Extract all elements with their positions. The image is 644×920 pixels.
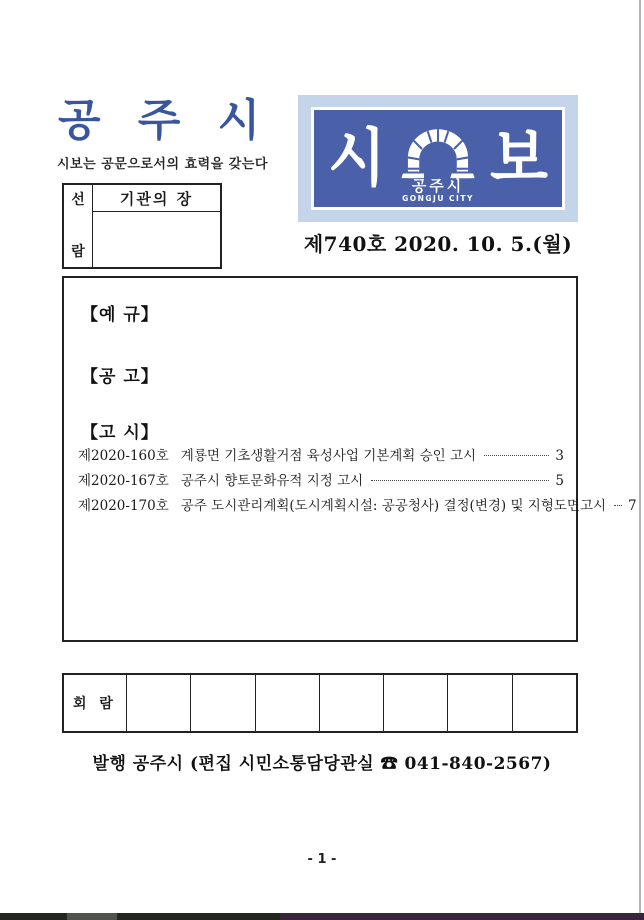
toc-item-number: 제2020-160호 xyxy=(78,448,169,464)
masthead-logo xyxy=(298,95,578,222)
circulation-table xyxy=(62,673,578,733)
city-title: 공 주 시 xyxy=(58,95,263,146)
scan-bar-segment xyxy=(67,913,117,920)
publisher-line: 발행 공주시 (편집 시민소통담당관실 ☎ 041-840-2567) xyxy=(92,754,552,774)
toc-item-title: 공주시 향토문화유적 지정 고시 xyxy=(180,473,364,489)
approval-side-label-top: 선 xyxy=(71,192,85,208)
circulation-empty-cell xyxy=(191,675,255,731)
logo-char-left: 시 xyxy=(328,121,386,196)
stone-arch-gate-icon xyxy=(390,118,486,180)
section-heading-yegyu: 【예 규】 xyxy=(81,305,159,325)
toc-item-number: 제2020-170호 xyxy=(78,498,169,514)
scan-bar-segment xyxy=(280,913,644,920)
dot-leader xyxy=(614,505,622,506)
scan-bar-segment xyxy=(117,913,280,920)
approval-side-label-bottom: 람 xyxy=(71,244,85,260)
logo-center xyxy=(390,118,486,204)
contents-box xyxy=(62,276,637,642)
circulation-label: 회 람 xyxy=(64,675,127,731)
page-number: - 1 - xyxy=(307,852,337,867)
approval-table xyxy=(62,183,222,269)
section-heading-gonggo: 【공 고】 xyxy=(81,367,159,387)
approval-table-right xyxy=(93,185,220,267)
approval-side-label xyxy=(64,185,93,267)
toc-item-list xyxy=(78,444,637,519)
toc-item-title: 계룡면 기초생활거점 육성사업 기본계획 승인 고시 xyxy=(180,448,477,464)
circulation-empty-cell xyxy=(127,675,191,731)
toc-item xyxy=(78,494,637,519)
circulation-empty-cell xyxy=(320,675,384,731)
logo-char-right: 보 xyxy=(490,121,548,196)
logo-city-name-en: GONGJU CITY xyxy=(402,194,474,204)
toc-item-number: 제2020-167호 xyxy=(78,473,169,489)
toc-item-title: 공주 도시관리계획(도시계획시설: 공공청사) 결정(변경) 및 지형도면고시 xyxy=(180,498,607,514)
masthead-logo-inner xyxy=(311,107,565,210)
circulation-empty-cell xyxy=(256,675,320,731)
approval-table-header: 기관의 장 xyxy=(93,185,220,212)
scan-edge-line xyxy=(639,0,641,913)
toc-item-page: 3 xyxy=(555,448,564,464)
scan-bar-segment xyxy=(0,913,67,920)
toc-item-page: 5 xyxy=(555,473,564,489)
dot-leader xyxy=(371,480,549,481)
scan-bottom-bar xyxy=(0,913,644,920)
toc-item xyxy=(78,444,564,469)
toc-item xyxy=(78,469,564,494)
approval-signature-cell xyxy=(93,212,220,267)
toc-item-page: 7 xyxy=(628,498,637,514)
issue-number-date: 제740호 2020. 10. 5.(월) xyxy=(303,232,573,256)
dot-leader xyxy=(484,455,549,456)
circulation-empty-cell xyxy=(448,675,512,731)
circulation-empty-cell xyxy=(384,675,448,731)
section-heading-gosi: 【고 시】 xyxy=(81,423,159,443)
logo-city-name: 공주시 xyxy=(411,176,465,195)
circulation-empty-cell xyxy=(513,675,576,731)
motto-text: 시보는 공문으로서의 효력을 갖는다 xyxy=(57,157,268,172)
